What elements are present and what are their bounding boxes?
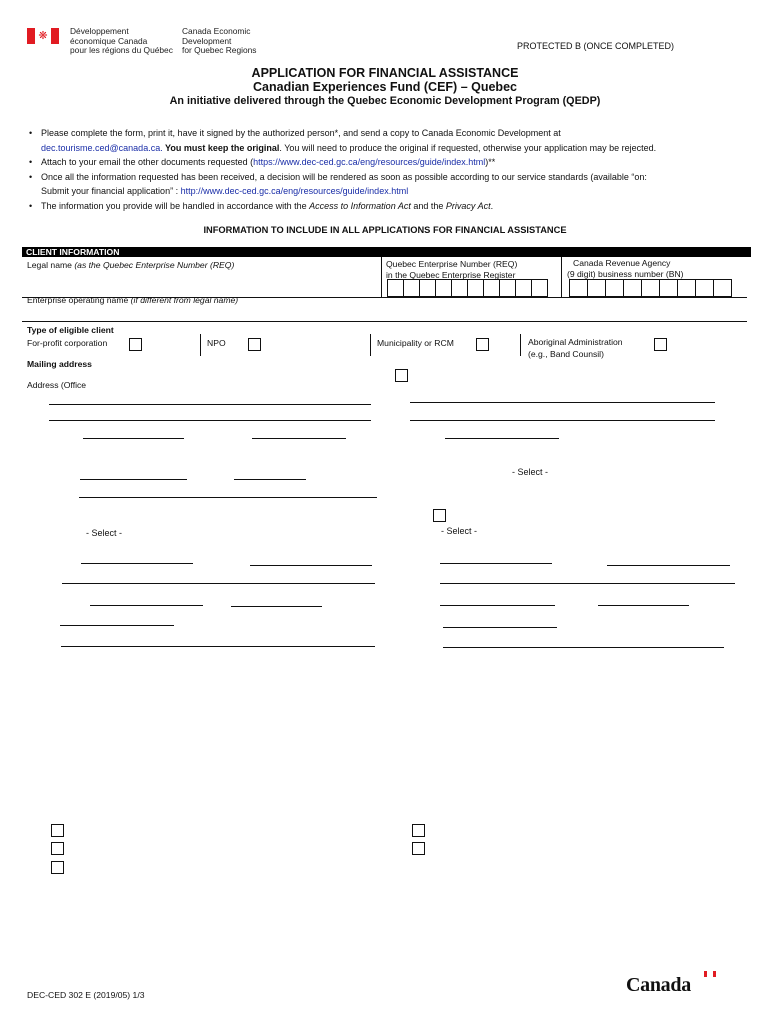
same-address-checkbox[interactable] (395, 369, 408, 382)
signature-en-line: for Quebec Regions (182, 45, 257, 56)
signature-english (182, 27, 257, 56)
label-text: Enterprise operating name (27, 295, 131, 305)
instruction-text: Once all the information requested has been received, a decision will be rendered as soon as possible according to our service standards (available “on: (41, 171, 647, 182)
guide-link[interactable]: https://www.dec-ced.gc.ca/eng/resources/guide/index.html (253, 157, 486, 168)
text-field-line[interactable] (250, 565, 372, 566)
instruction-item (27, 126, 747, 141)
mini-flag-icon (704, 971, 716, 977)
text-field-line[interactable] (440, 605, 555, 606)
instructions-list (27, 126, 747, 214)
signature-french (70, 27, 173, 56)
signature-en-line: Canada Economic (182, 26, 251, 36)
text-field-line[interactable] (443, 627, 557, 628)
text-field-line[interactable] (443, 647, 724, 648)
text-field-line[interactable] (61, 646, 375, 647)
guide-link[interactable]: http://www.dec-ced.gc.ca/eng/resources/guide/index.html (180, 186, 409, 197)
forprofit-label: For-profit corporation (27, 338, 108, 348)
signature-fr-line: pour les régions du Québec (70, 45, 173, 56)
label-line: Aboriginal Administration (528, 337, 623, 347)
business-number-input[interactable] (569, 279, 732, 297)
client-information-bar: CLIENT INFORMATION (22, 247, 751, 257)
instruction-text: . You will need to produce the original if requested, otherwise your application may be rejected. (279, 142, 657, 153)
instruction-continuation (27, 141, 747, 156)
text-field-line[interactable] (80, 479, 187, 480)
npo-label: NPO (207, 338, 226, 348)
aboriginal-checkbox[interactable] (654, 338, 667, 351)
signature-fr-line: économique Canada (70, 35, 148, 46)
text-field-line[interactable] (607, 565, 730, 566)
instruction-text: Attach to your email the other documents requested ( (41, 157, 254, 168)
instruction-text: The information you provide will be handled in accordance with the (41, 200, 310, 211)
label-hint: (as the Quebec Enterprise Number (REQ) (74, 260, 235, 270)
forprofit-checkbox[interactable] (129, 338, 142, 351)
option-checkbox[interactable] (433, 509, 446, 522)
text-field-line[interactable] (410, 402, 715, 403)
text-field-line[interactable] (410, 420, 715, 421)
instruction-text: and the (410, 200, 446, 211)
client-type-title: Type of eligible client (27, 325, 114, 335)
instruction-text: Please complete the form, print it, have it signed by the authorized person*, and send a copy to Canada Economic Development at (41, 128, 561, 138)
cra-label (567, 258, 684, 279)
municipality-checkbox[interactable] (476, 338, 489, 351)
text-field-line[interactable] (49, 420, 371, 421)
instruction-text: . (490, 200, 494, 211)
label-line: Quebec Enterprise Number (REQ) (386, 259, 518, 269)
label-line: Canada Revenue Agency (573, 258, 671, 268)
text-field-line[interactable] (81, 563, 193, 564)
req-label (386, 259, 517, 280)
dropdown-select[interactable]: - Select - (441, 526, 478, 536)
initiative-line: An initiative delivered through the Quebec Economic Development Program (QEDP) (169, 95, 601, 107)
field-divider (370, 334, 371, 356)
legal-name-label (27, 260, 234, 270)
option-checkbox[interactable] (51, 824, 64, 837)
text-field-line[interactable] (440, 583, 735, 584)
option-checkbox[interactable] (412, 842, 425, 855)
form-code: DEC-CED 302 E (2019/05) 1/3 (27, 990, 145, 1000)
text-field-line[interactable] (79, 497, 377, 498)
label-line: (e.g., Band Counsil) (528, 348, 604, 359)
field-divider (520, 334, 521, 356)
text-field-line[interactable] (445, 438, 559, 439)
text-field-line[interactable] (598, 605, 689, 606)
canada-wordmark (626, 974, 691, 997)
option-checkbox[interactable] (51, 861, 64, 874)
option-checkbox[interactable] (51, 842, 64, 855)
text-field-line[interactable] (49, 404, 371, 405)
protected-label: PROTECTED B (ONCE COMPLETED) (517, 41, 675, 51)
act-name: Privacy Act (445, 200, 491, 211)
text-field-line[interactable] (252, 438, 346, 439)
text-field-line[interactable] (83, 438, 184, 439)
dropdown-select[interactable]: - Select - (86, 528, 123, 538)
province-select[interactable]: - Select - (512, 467, 549, 477)
form-title: APPLICATION FOR FINANCIAL ASSISTANCE (251, 66, 519, 80)
form-subtitle: Canadian Experiences Fund (CEF) – Quebec (253, 80, 517, 94)
section-heading: INFORMATION TO INCLUDE IN ALL APPLICATIONS FOR FINANCIAL ASSISTANCE (203, 225, 567, 235)
instruction-text: Submit your financial application” : (41, 186, 181, 197)
text-field-line[interactable] (90, 605, 203, 606)
email-link[interactable]: dec.tourisme.ced@canada.ca. (41, 142, 163, 153)
operating-name-label (27, 295, 238, 305)
label-hint: (if different from legal name) (130, 295, 239, 305)
signature-en-line: Development (182, 35, 232, 46)
text-field-line[interactable] (440, 563, 552, 564)
act-name: Access to Information Act (309, 200, 411, 211)
instruction-continuation (27, 184, 747, 199)
label-text: Legal name (27, 260, 75, 270)
row-divider (22, 321, 747, 322)
aboriginal-label (528, 337, 623, 360)
label-line: in the Quebec Enterprise Register (386, 269, 516, 280)
field-divider (381, 257, 382, 297)
text-field-line[interactable] (60, 625, 174, 626)
req-number-input[interactable] (387, 279, 548, 297)
label-line: (9 digit) business number (BN) (567, 268, 684, 279)
wordmark-text: Canada (626, 974, 691, 996)
text-field-line[interactable] (62, 583, 375, 584)
signature-fr-line: Développement (70, 26, 129, 36)
instruction-item (27, 155, 747, 170)
keep-original-text: You must keep the original (162, 142, 280, 153)
municipality-label: Municipality or RCM (377, 338, 454, 348)
address-office-label: Address (Office (27, 380, 87, 390)
canada-flag-icon: ❋ (27, 28, 59, 44)
field-divider (200, 334, 201, 356)
npo-checkbox[interactable] (248, 338, 261, 351)
field-divider (561, 257, 562, 297)
instruction-item (27, 199, 747, 214)
option-checkbox[interactable] (412, 824, 425, 837)
mailing-address-title: Mailing address (27, 359, 92, 369)
instruction-text: )** (485, 157, 496, 168)
text-field-line[interactable] (234, 479, 306, 480)
instruction-item (27, 170, 747, 185)
text-field-line[interactable] (231, 606, 322, 607)
